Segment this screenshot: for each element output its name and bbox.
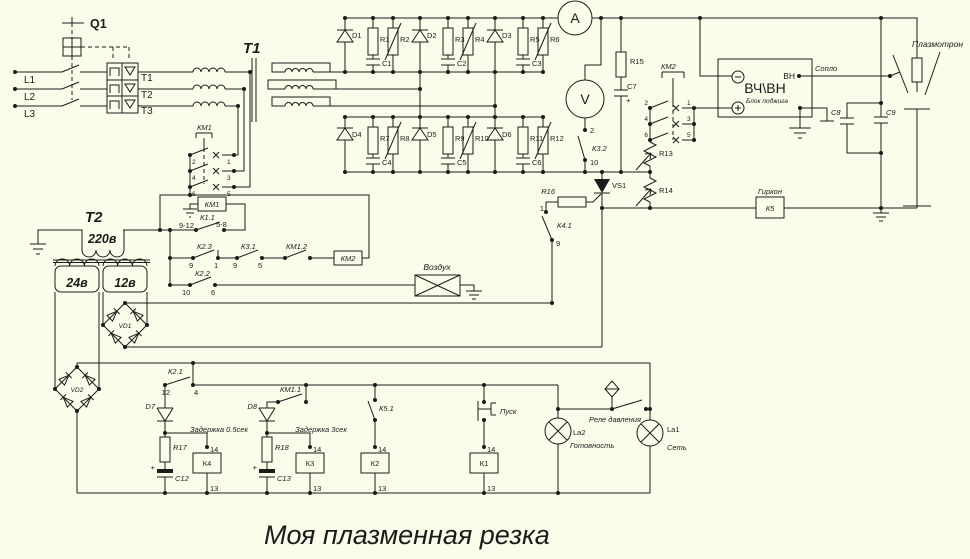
label-d4: D4 [352, 130, 362, 139]
label-vd2: VD2 [70, 387, 84, 394]
transformer-t2 [30, 230, 160, 389]
label-r8: R8 [400, 134, 410, 143]
label-la1: La1 [667, 425, 680, 434]
k3-n14: 14 [313, 445, 322, 454]
label-plazmotron: Плазмотрон [912, 39, 964, 49]
k32-n2: 2 [590, 126, 595, 135]
ground-km1 [183, 204, 198, 217]
label-km2-coil: КМ2 [340, 254, 356, 263]
torch-electrode [912, 58, 922, 82]
r18-resistor [262, 437, 272, 462]
km2-n6: 6 [644, 132, 648, 139]
k3-n13: 13 [313, 484, 322, 493]
label-hf-block: ВЧ\ВН [744, 80, 786, 96]
label-r18: R18 [275, 443, 289, 452]
km2-n1: 1 [687, 100, 691, 107]
label-r17: R17 [173, 443, 187, 452]
label-k41: К4.1 [557, 221, 572, 230]
label-d8: D8 [247, 402, 257, 411]
label-r14: R14 [659, 186, 673, 195]
pressure-sensor [605, 381, 619, 409]
km1-n4: 4 [192, 175, 196, 182]
r16-resistor [558, 197, 586, 207]
label-r5: R5 [530, 35, 540, 44]
k23-n9: 9 [189, 261, 194, 270]
label-k31: К3.1 [241, 242, 256, 251]
label-air-valve: Воздух [423, 262, 451, 272]
km1-n1: 1 [227, 159, 231, 166]
label-r11: R11 [530, 134, 544, 143]
label-c4: C4 [382, 158, 392, 167]
km1-n6: 6 [192, 191, 196, 198]
t2-primary-coil [82, 250, 124, 257]
k22-n6: 6 [211, 288, 216, 297]
ballast-r13-r14 [636, 142, 656, 208]
label-d1: D1 [352, 31, 362, 40]
label-k32: К3.2 [592, 144, 607, 153]
label-r16: R16 [541, 187, 555, 196]
label-l1: L1 [24, 75, 36, 86]
label-vs1: VS1 [612, 181, 627, 190]
ground-hf-block [789, 108, 811, 138]
label-d7: D7 [145, 402, 155, 411]
label-soplo: Сопло [815, 64, 838, 73]
label-r7: R7 [380, 134, 390, 143]
page-title: Моя плазменная резка [264, 520, 550, 550]
label-delay05: Задержка 0.5сек [189, 425, 249, 434]
label-km1-contacts: КМ1 [197, 123, 212, 132]
label-gotovnost: Готовность [570, 441, 615, 450]
label-c3: C3 [532, 59, 542, 68]
label-r15: R15 [630, 57, 644, 66]
t1-primary-coils [193, 68, 225, 106]
ground-air-valve [460, 285, 482, 299]
start-button [478, 385, 496, 493]
rectifier-bank [330, 18, 917, 172]
label-voltmeter: V [580, 91, 590, 107]
label-c13: C13 [277, 474, 291, 483]
k21-n4: 4 [194, 388, 199, 397]
label-r2: R2 [400, 35, 410, 44]
label-girkon: Гиркон [758, 187, 782, 196]
label-c12: C12 [175, 474, 189, 483]
label-d5: D5 [427, 130, 437, 139]
label-12v: 12в [114, 276, 136, 290]
label-vn: ВН [783, 71, 795, 81]
label-t1: T1 [243, 40, 261, 57]
label-km12: КМ1.2 [286, 242, 308, 251]
t1-secondary-coils [285, 69, 313, 106]
label-r3: R3 [455, 35, 465, 44]
label-q1: Q1 [90, 17, 107, 31]
label-c6: C6 [532, 158, 542, 167]
label-c2: C2 [457, 59, 467, 68]
snubber-r15-c7 [614, 18, 628, 172]
label-c8: C8 [831, 108, 841, 117]
label-vd1: VD1 [118, 323, 132, 330]
gate-circuit [539, 194, 601, 303]
label-k1: К1 [479, 459, 489, 468]
k32-n10: 10 [590, 158, 599, 167]
label-d6: D6 [502, 130, 512, 139]
label-km1-coil: КМ1 [204, 200, 220, 209]
k21-n12: 12 [161, 388, 170, 397]
label-r9: R9 [455, 134, 465, 143]
c12-plus: + [150, 463, 155, 472]
label-r1: R1 [380, 35, 390, 44]
k31-n5: 5 [258, 261, 263, 270]
label-d3: D3 [502, 31, 512, 40]
km2-n4: 4 [644, 116, 648, 123]
label-ammeter: A [570, 10, 580, 26]
label-c1: C1 [382, 59, 392, 68]
label-k3: К3 [305, 459, 315, 468]
k4-n13: 13 [210, 484, 219, 493]
r17-resistor [160, 437, 170, 462]
label-set: Сеть [667, 443, 687, 452]
q1-linkage [72, 23, 129, 100]
label-thermal-t3: T3 [141, 106, 153, 117]
k1-n14: 14 [487, 445, 496, 454]
output-caps [840, 18, 889, 221]
km2-contact-block [650, 18, 732, 143]
k11-58: 5-8 [216, 220, 227, 229]
label-k11: К1.1 [200, 213, 215, 222]
label-l2: L2 [24, 92, 36, 103]
k11-912: 9-12 [178, 221, 194, 230]
k2-n14: 14 [378, 445, 387, 454]
bridge-vd2 [55, 363, 99, 493]
label-c9: C9 [886, 108, 896, 117]
label-d2: D2 [427, 31, 437, 40]
label-k22: К2.2 [195, 269, 210, 278]
ground-t2 [30, 230, 82, 254]
label-r4: R4 [475, 35, 485, 44]
c13-capacitor [259, 469, 275, 473]
k41-n1: 1 [539, 204, 544, 213]
transformer-t1 [138, 58, 495, 187]
label-24v: 24в [66, 276, 88, 290]
label-r13: R13 [659, 149, 673, 158]
label-c5: C5 [457, 158, 467, 167]
k22-n10: 10 [182, 288, 191, 297]
k41-n9: 9 [556, 239, 561, 248]
km2-n5: 5 [687, 132, 691, 139]
label-la2: La2 [573, 428, 586, 437]
c7-plus: + [626, 96, 631, 105]
label-k23: К2.3 [197, 242, 212, 251]
km2-n3: 3 [687, 116, 691, 123]
label-k51: К5.1 [379, 404, 394, 413]
t1-core [252, 58, 256, 122]
c12-capacitor [157, 469, 173, 473]
km1-n2: 2 [192, 159, 196, 166]
label-thermal-t2: T2 [141, 90, 153, 101]
label-k21: К2.1 [168, 367, 183, 376]
label-km2-contacts: КМ2 [661, 62, 676, 71]
c13-plus: + [252, 463, 257, 472]
k4-n14: 14 [210, 445, 219, 454]
label-km11: КМ1.1 [280, 385, 302, 394]
k2-n13: 13 [378, 484, 387, 493]
label-thermal-t1: T1 [141, 73, 153, 84]
label-r6: R6 [550, 35, 560, 44]
k23-n1: 1 [214, 261, 219, 270]
k1-n13: 13 [487, 484, 496, 493]
label-220v: 220в [88, 232, 117, 246]
label-l3: L3 [24, 109, 36, 120]
km2-n2: 2 [644, 100, 648, 107]
label-pusk: Пуск [500, 407, 517, 416]
label-k4: К4 [202, 459, 212, 468]
label-r10: R10 [475, 134, 489, 143]
km1-n5: 5 [227, 191, 231, 198]
label-k5: К5 [765, 204, 775, 213]
label-rele-davleniya: Реле давления [588, 415, 642, 424]
label-delay3: Задержка 3сек [295, 425, 347, 434]
k31-n9: 9 [233, 261, 238, 270]
label-t2: T2 [85, 209, 103, 226]
label-k2: К2 [370, 459, 380, 468]
label-hf-sub: Блок поджига [745, 98, 789, 105]
label-r12: R12 [550, 134, 564, 143]
km1-n3: 3 [227, 175, 231, 182]
label-c7: C7 [627, 82, 637, 91]
